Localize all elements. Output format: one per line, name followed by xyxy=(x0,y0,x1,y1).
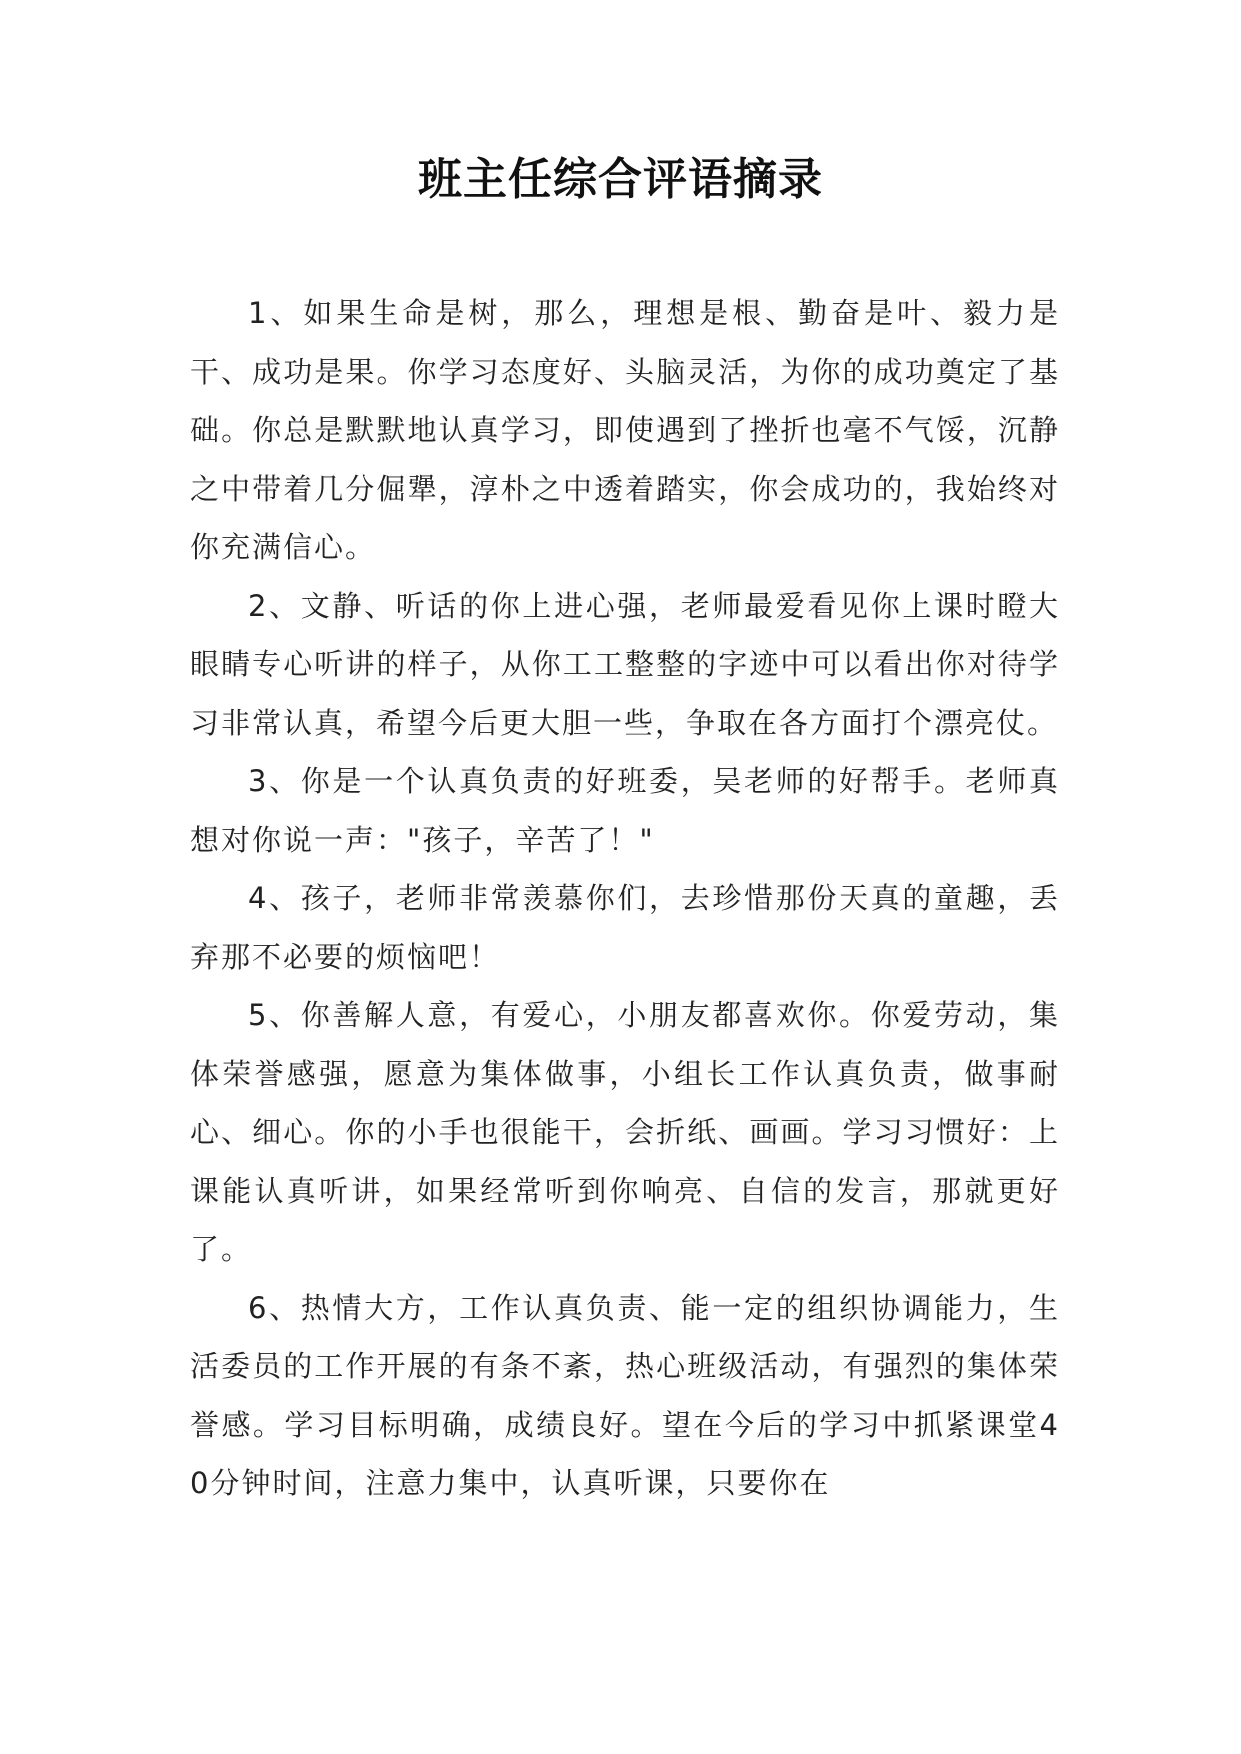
paragraph-4: 4、孩子，老师非常羡慕你们，去珍惜那份天真的童趣，丢弃那不必要的烦恼吧！ xyxy=(190,881,1060,974)
paragraph-3: 3、你是一个认真负责的好班委，吴老师的好帮手。老师真想对你说一声："孩子，辛苦了！" xyxy=(190,764,1060,857)
paragraph-2: 2、文静、听话的你上进心强，老师最爱看见你上课时瞪大眼睛专心听讲的样子，从你工工整整的字迹中可以看出你对待学习非常认真，希望今后更大胆一些，争取在各方面打个漂亮仗。 xyxy=(190,588,1060,740)
paragraph-5: 5、你善解人意，有爱心，小朋友都喜欢你。你爱劳动，集体荣誉感强，愿意为集体做事，小组长工作认真负责，做事耐心、细心。你的小手也很能干，会折纸、画画。学习习惯好：上课能认真听讲，如果经常听到你响亮、自信的发言，那就更好了。 xyxy=(190,998,1060,1266)
document-body xyxy=(190,284,1060,1513)
document-title: 班主任综合评语摘录 xyxy=(418,154,823,205)
paragraph-1: 1、如果生命是树，那么，理想是根、勤奋是叶、毅力是干、成功是果。你学习态度好、头脑灵活，为你的成功奠定了基础。你总是默默地认真学习，即使遇到了挫折也毫不气馁，沉静之中带着几分倔犟，淳朴之中透着踏实，你会成功的，我始终对你充满信心。 xyxy=(190,296,1060,564)
paragraph-6: 6、热情大方，工作认真负责、能一定的组织协调能力，生活委员的工作开展的有条不紊，热心班级活动，有强烈的集体荣誉感。学习目标明确，成绩良好。望在今后的学习中抓紧课堂40分钟时间，注意力集中，认真听课，只要你在 xyxy=(190,1290,1060,1500)
